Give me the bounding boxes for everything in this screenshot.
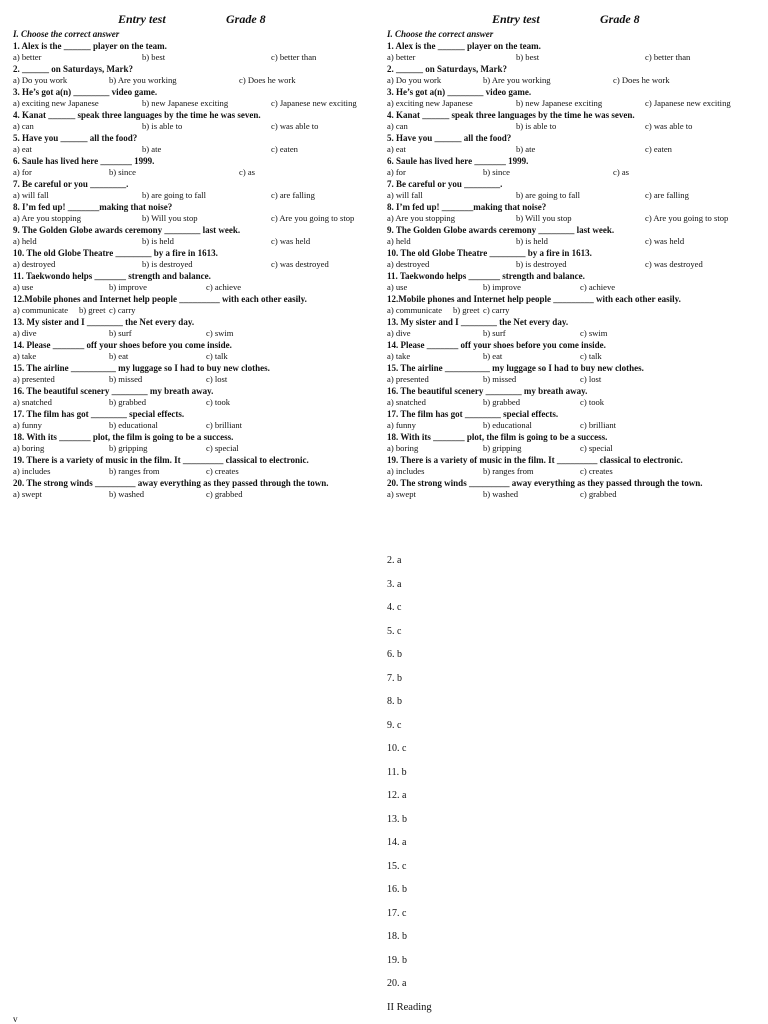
answer-options xyxy=(13,98,385,110)
answer-option: c) grabbed xyxy=(206,489,243,499)
answer-option: a) presented xyxy=(387,374,429,384)
answer-option: b) ranges from xyxy=(483,466,534,476)
test-column-right xyxy=(387,12,759,501)
answer-option: b) missed xyxy=(483,374,517,384)
answer-option: c) was destroyed xyxy=(271,259,329,269)
answer-options xyxy=(13,167,385,179)
answer-option: a) snatched xyxy=(387,397,426,407)
answer-options xyxy=(13,144,385,156)
answer-key xyxy=(387,554,432,1015)
question-text: 10. The old Globe Theatre ________ by a fire in 1613. xyxy=(13,247,218,258)
answer-option: c) was held xyxy=(645,236,685,246)
test-title: Entry test xyxy=(118,12,166,26)
answer-option: c) are falling xyxy=(645,190,689,200)
answer-option: c) creates xyxy=(580,466,613,476)
answer-option: b) new Japanese exciting xyxy=(142,98,229,108)
answer-option: c) lost xyxy=(206,374,228,384)
question-text: 8. I’m fed up! _______making that noise? xyxy=(387,201,547,212)
answer-option: b) grabbed xyxy=(109,397,146,407)
answer-option: a) communicate xyxy=(387,305,443,315)
answer-option: c) brilliant xyxy=(206,420,243,430)
answer-options xyxy=(13,489,385,501)
answer-options xyxy=(387,236,759,248)
answer-options xyxy=(13,213,385,225)
answer-option: b) is destroyed xyxy=(142,259,193,269)
question-text: 13. My sister and I ________ the Net every day. xyxy=(387,316,569,327)
answer-options xyxy=(387,351,759,363)
answer-option: a) will fall xyxy=(13,190,49,200)
answer-option: a) presented xyxy=(13,374,55,384)
question-text: 14. Please _______ off your shoes before you come inside. xyxy=(387,339,606,350)
question-text: 3. He’s got a(n) ________ video game. xyxy=(387,86,532,97)
answer-options xyxy=(13,75,385,87)
answer-option: c) took xyxy=(580,397,605,407)
answer-options xyxy=(387,328,759,340)
answer-options xyxy=(387,420,759,432)
answer-option: b) greet xyxy=(79,305,106,315)
answer-option: b) greet xyxy=(453,305,480,315)
question-text: 2. ______ on Saturdays, Mark? xyxy=(387,63,508,74)
answer-option: b) Are you working xyxy=(109,75,177,85)
answer-option: a) Do you work xyxy=(13,75,68,85)
answer-key-item: 17. c xyxy=(387,907,407,919)
answer-option: c) brilliant xyxy=(580,420,617,430)
answer-options xyxy=(13,397,385,409)
question-text: 11. Taekwondo helps _______ strength and balance. xyxy=(13,270,211,281)
answer-key-item: 20. a xyxy=(387,978,407,989)
question-text: 9. The Golden Globe awards ceremony ________ last week. xyxy=(387,224,615,235)
question-list xyxy=(387,41,759,501)
question-text: 10. The old Globe Theatre ________ by a fire in 1613. xyxy=(387,247,592,258)
question-text: 1. Alex is the ______ player on the team. xyxy=(387,40,541,51)
answer-option: b) is held xyxy=(142,236,174,246)
answer-option: c) swim xyxy=(580,328,608,338)
answer-options xyxy=(13,282,385,294)
answer-option: c) eaten xyxy=(271,144,298,154)
answer-option: a) exciting new Japanese xyxy=(387,98,473,108)
answer-option: a) exciting new Japanese xyxy=(13,98,99,108)
question-text: 17. The film has got ________ special effects. xyxy=(387,408,559,419)
question-text: 19. There is a variety of music in the film. It _________ classical to electronic. xyxy=(13,454,309,465)
answer-option: c) are falling xyxy=(271,190,315,200)
answer-key-item: 18. b xyxy=(387,931,407,942)
answer-option: b) since xyxy=(483,167,510,177)
answer-option: c) Japanese new exciting xyxy=(271,98,357,108)
answer-options xyxy=(13,374,385,386)
answer-option: a) Are you stopping xyxy=(13,213,82,223)
answer-option: b) eat xyxy=(109,351,129,361)
question-text: 16. The beautiful scenery ________ my breath away. xyxy=(13,385,214,396)
answer-option: a) boring xyxy=(387,443,419,453)
question-list xyxy=(13,41,385,501)
answer-option: a) can xyxy=(13,121,34,131)
answer-option: b) is held xyxy=(516,236,548,246)
page-corner-mark: v xyxy=(13,1014,18,1024)
answer-key-item: 9. c xyxy=(387,719,402,731)
grade-label: Grade 8 xyxy=(226,12,266,26)
answer-options xyxy=(387,52,759,64)
answer-option: c) special xyxy=(580,443,613,453)
question-text: 18. With its _______ plot, the film is going to be a success. xyxy=(387,431,608,442)
answer-option: c) eaten xyxy=(645,144,672,154)
question-text: 7. Be careful or you ________. xyxy=(13,178,129,189)
answer-option: a) funny xyxy=(13,420,42,430)
answer-options xyxy=(387,374,759,386)
answer-option: c) grabbed xyxy=(580,489,617,499)
answer-option: b) is destroyed xyxy=(516,259,567,269)
answer-option: b) are going to fall xyxy=(516,190,580,200)
grade-label: Grade 8 xyxy=(600,12,640,26)
answer-options xyxy=(387,282,759,294)
answer-option: b) since xyxy=(109,167,136,177)
answer-key-item: 13. b xyxy=(387,813,407,825)
test-header xyxy=(387,12,759,29)
answer-option: a) eat xyxy=(387,144,406,154)
answer-option: b) best xyxy=(516,52,540,62)
answer-option: b) are going to fall xyxy=(142,190,206,200)
section-heading: II Reading xyxy=(387,1001,432,1013)
answer-options xyxy=(387,213,759,225)
question-text: 12.Mobile phones and Internet help people _________ with each other easily. xyxy=(387,293,681,304)
answer-option: c) carry xyxy=(109,305,136,315)
answer-option: a) dive xyxy=(13,328,37,338)
answer-option: a) better xyxy=(13,52,42,62)
answer-option: c) special xyxy=(206,443,239,453)
answer-option: a) can xyxy=(387,121,408,131)
answer-option: b) surf xyxy=(483,328,506,338)
answer-options xyxy=(13,466,385,478)
answer-key-item: 10. c xyxy=(387,743,407,754)
instruction: I. Choose the correct answer xyxy=(13,29,120,39)
answer-option: c) was held xyxy=(271,236,311,246)
answer-option: a) use xyxy=(13,282,34,292)
answer-key-item: 15. c xyxy=(387,860,407,872)
answer-key-item: 2. a xyxy=(387,555,402,566)
answer-option: b) ate xyxy=(516,144,536,154)
answer-key-item: 5. c xyxy=(387,625,402,637)
question-text: 6. Saule has lived here _______ 1999. xyxy=(13,155,155,166)
answer-option: a) includes xyxy=(387,466,425,476)
answer-option: c) swim xyxy=(206,328,234,338)
answer-option: c) was able to xyxy=(271,121,319,131)
answer-option: c) as xyxy=(239,167,255,177)
answer-option: a) swept xyxy=(387,489,416,499)
answer-option: b) eat xyxy=(483,351,503,361)
answer-option: a) Are you stopping xyxy=(387,213,456,223)
answer-option: a) take xyxy=(387,351,411,361)
answer-option: b) improve xyxy=(483,282,521,292)
answer-option: a) will fall xyxy=(387,190,423,200)
answer-options xyxy=(13,328,385,340)
answer-option: a) includes xyxy=(13,466,51,476)
answer-option: b) best xyxy=(142,52,166,62)
answer-options xyxy=(13,420,385,432)
answer-option: a) destroyed xyxy=(13,259,56,269)
answer-options xyxy=(13,190,385,202)
answer-options xyxy=(387,259,759,271)
question-text: 17. The film has got ________ special effects. xyxy=(13,408,185,419)
answer-option: a) snatched xyxy=(13,397,52,407)
answer-options xyxy=(387,397,759,409)
question-text: 14. Please _______ off your shoes before you come inside. xyxy=(13,339,232,350)
answer-option: a) held xyxy=(13,236,37,246)
answer-option: a) better xyxy=(387,52,416,62)
answer-key-item: 16. b xyxy=(387,884,407,895)
answer-option: c) Japanese new exciting xyxy=(645,98,731,108)
question-text: 3. He’s got a(n) ________ video game. xyxy=(13,86,158,97)
answer-options xyxy=(387,144,759,156)
answer-options xyxy=(13,351,385,363)
answer-key-item: 6. b xyxy=(387,649,402,660)
question-text: 5. Have you ______ all the food? xyxy=(387,132,512,143)
answer-option: b) ate xyxy=(142,144,162,154)
answer-options xyxy=(387,443,759,455)
answer-option: b) educational xyxy=(483,420,532,430)
answer-option: b) new Japanese exciting xyxy=(516,98,603,108)
answer-options xyxy=(387,98,759,110)
answer-options xyxy=(13,236,385,248)
answer-options xyxy=(13,121,385,133)
answer-option: c) Are you going to stop xyxy=(645,213,729,223)
answer-option: c) better than xyxy=(645,52,691,62)
answer-key-item: 19. b xyxy=(387,954,407,966)
answer-option: b) is able to xyxy=(516,121,557,131)
answer-option: b) educational xyxy=(109,420,158,430)
question-text: 8. I’m fed up! _______making that noise? xyxy=(13,201,173,212)
answer-options xyxy=(13,259,385,271)
test-title: Entry test xyxy=(492,12,540,26)
answer-option: c) Does he work xyxy=(239,75,296,85)
answer-option: c) talk xyxy=(580,351,602,361)
answer-key-item: 3. a xyxy=(387,578,402,590)
answer-option: c) better than xyxy=(271,52,317,62)
answer-option: a) for xyxy=(387,167,406,177)
answer-option: c) was destroyed xyxy=(645,259,703,269)
answer-key-item: 8. b xyxy=(387,696,402,707)
answer-option: b) Will you stop xyxy=(142,213,198,223)
answer-option: a) eat xyxy=(13,144,32,154)
answer-key-item: 14. a xyxy=(387,837,407,848)
answer-key-item: 4. c xyxy=(387,602,402,613)
question-text: 18. With its _______ plot, the film is going to be a success. xyxy=(13,431,234,442)
question-text: 4. Kanat ______ speak three languages by the time he was seven. xyxy=(13,109,261,120)
question-text: 4. Kanat ______ speak three languages by the time he was seven. xyxy=(387,109,635,120)
answer-option: b) surf xyxy=(109,328,132,338)
answer-option: b) Will you stop xyxy=(516,213,572,223)
answer-option: a) held xyxy=(387,236,411,246)
answer-option: a) funny xyxy=(387,420,416,430)
question-text: 20. The strong winds _________ away everything as they passed through the town. xyxy=(13,477,329,488)
test-header xyxy=(13,12,385,29)
answer-option: c) lost xyxy=(580,374,602,384)
answer-options xyxy=(387,121,759,133)
answer-option: b) gripping xyxy=(109,443,148,453)
question-text: 15. The airline __________ my luggage so I had to buy new clothes. xyxy=(13,362,270,373)
question-text: 16. The beautiful scenery ________ my breath away. xyxy=(387,385,588,396)
answer-option: c) Does he work xyxy=(613,75,670,85)
answer-option: a) boring xyxy=(13,443,45,453)
question-text: 2. ______ on Saturdays, Mark? xyxy=(13,63,134,74)
answer-key-item: 12. a xyxy=(387,790,407,801)
answer-option: c) achieve xyxy=(206,282,242,292)
question-text: 7. Be careful or you ________. xyxy=(387,178,503,189)
answer-key-item: 7. b xyxy=(387,672,402,684)
answer-option: a) destroyed xyxy=(387,259,430,269)
answer-option: a) dive xyxy=(387,328,411,338)
answer-option: c) carry xyxy=(483,305,510,315)
instruction: I. Choose the correct answer xyxy=(387,29,494,39)
answer-option: a) for xyxy=(13,167,32,177)
answer-options xyxy=(387,489,759,501)
answer-option: b) improve xyxy=(109,282,147,292)
question-text: 20. The strong winds _________ away everything as they passed through the town. xyxy=(387,477,703,488)
answer-key-item: 11. b xyxy=(387,766,407,778)
question-text: 5. Have you ______ all the food? xyxy=(13,132,138,143)
answer-option: b) washed xyxy=(483,489,519,499)
answer-option: a) take xyxy=(13,351,37,361)
question-text: 9. The Golden Globe awards ceremony ________ last week. xyxy=(13,224,241,235)
answer-option: b) is able to xyxy=(142,121,183,131)
answer-list xyxy=(387,554,432,1001)
answer-option: b) ranges from xyxy=(109,466,160,476)
question-text: 1. Alex is the ______ player on the team. xyxy=(13,40,167,51)
answer-option: b) Are you working xyxy=(483,75,551,85)
answer-option: c) achieve xyxy=(580,282,616,292)
answer-option: b) grabbed xyxy=(483,397,520,407)
question-text: 15. The airline __________ my luggage so I had to buy new clothes. xyxy=(387,362,644,373)
answer-option: c) Are you going to stop xyxy=(271,213,355,223)
answer-option: c) talk xyxy=(206,351,228,361)
answer-option: c) took xyxy=(206,397,231,407)
answer-option: c) creates xyxy=(206,466,239,476)
answer-option: b) washed xyxy=(109,489,145,499)
question-text: 13. My sister and I ________ the Net every day. xyxy=(13,316,195,327)
answer-options xyxy=(387,190,759,202)
answer-option: c) was able to xyxy=(645,121,693,131)
answer-options xyxy=(13,52,385,64)
answer-options xyxy=(387,75,759,87)
answer-option: b) missed xyxy=(109,374,143,384)
answer-option: c) as xyxy=(613,167,629,177)
answer-options xyxy=(13,305,385,317)
question-text: 6. Saule has lived here _______ 1999. xyxy=(387,155,529,166)
answer-option: a) communicate xyxy=(13,305,69,315)
answer-option: a) use xyxy=(387,282,408,292)
question-text: 11. Taekwondo helps _______ strength and balance. xyxy=(387,270,585,281)
answer-option: a) swept xyxy=(13,489,42,499)
answer-options xyxy=(13,443,385,455)
question-text: 12.Mobile phones and Internet help people _________ with each other easily. xyxy=(13,293,307,304)
answer-option: b) gripping xyxy=(483,443,522,453)
answer-options xyxy=(387,466,759,478)
question-text: 19. There is a variety of music in the film. It _________ classical to electronic. xyxy=(387,454,683,465)
answer-options xyxy=(387,305,759,317)
answer-options xyxy=(387,167,759,179)
test-column-left xyxy=(13,12,385,501)
answer-option: a) Do you work xyxy=(387,75,442,85)
